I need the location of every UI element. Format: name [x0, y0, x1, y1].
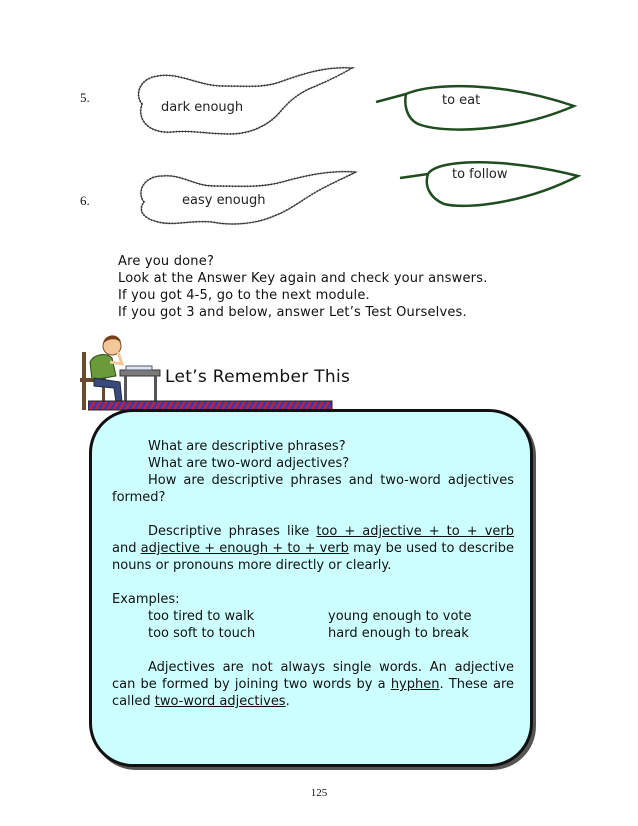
item-number-6: 6. — [80, 193, 90, 208]
example-left: too soft to touch — [148, 626, 256, 641]
section-title: Let’s Remember This — [165, 367, 351, 387]
page-number: 125 — [310, 787, 328, 799]
leaf-shape-6 — [398, 156, 584, 216]
formula-too-adjective: too + adjective + to + verb — [316, 524, 514, 539]
instruction-line: If you got 3 and below, answer Let’s Test Ourselves. — [118, 305, 467, 320]
item-number-5: 5. — [80, 90, 90, 105]
text-run: Descriptive phrases like — [148, 524, 317, 539]
question-line: What are descriptive phrases? — [148, 439, 346, 454]
leaf-shape-5 — [374, 80, 584, 138]
shape-text-5: dark enough — [161, 100, 244, 115]
descriptive-phrases-paragraph — [112, 523, 514, 574]
formula-adjective-enough: adjective + enough + to + verb — [140, 541, 349, 556]
leaf-text-6: to follow — [452, 167, 508, 182]
text-run: . These are called — [112, 677, 515, 709]
term-hyphen: hyphen — [390, 677, 440, 692]
instructions — [118, 253, 488, 321]
text-run: Adjectives are not always single words. An adjective can be formed by joining two words by a — [112, 660, 514, 692]
text-run: may be used to describe nouns or pronouns more directly or clearly. — [112, 541, 514, 573]
example-right: hard enough to break — [328, 626, 469, 641]
two-word-adjectives-paragraph — [112, 659, 514, 710]
leaf-text-5: to eat — [442, 93, 481, 108]
example-row — [112, 625, 514, 642]
shape-text-6: easy enough — [182, 193, 266, 208]
examples-label: Examples: — [112, 592, 180, 607]
instruction-line: Are you done? — [118, 254, 215, 269]
text-run: and — [112, 541, 141, 556]
example-row — [112, 608, 514, 625]
instruction-line: If you got 4-5, go to the next module. — [118, 288, 370, 303]
question-line: How are descriptive phrases and two-word adjectives formed? — [112, 473, 514, 505]
term-two-word-adjectives: two-word adjectives — [154, 694, 286, 709]
example-left: too tired to walk — [148, 609, 255, 624]
text-run: . — [285, 694, 290, 709]
example-right: young enough to vote — [328, 609, 472, 624]
question-line: What are two-word adjectives? — [148, 456, 350, 471]
instruction-line: Look at the Answer Key again and check your answers. — [118, 271, 488, 286]
panel-content — [112, 438, 514, 710]
